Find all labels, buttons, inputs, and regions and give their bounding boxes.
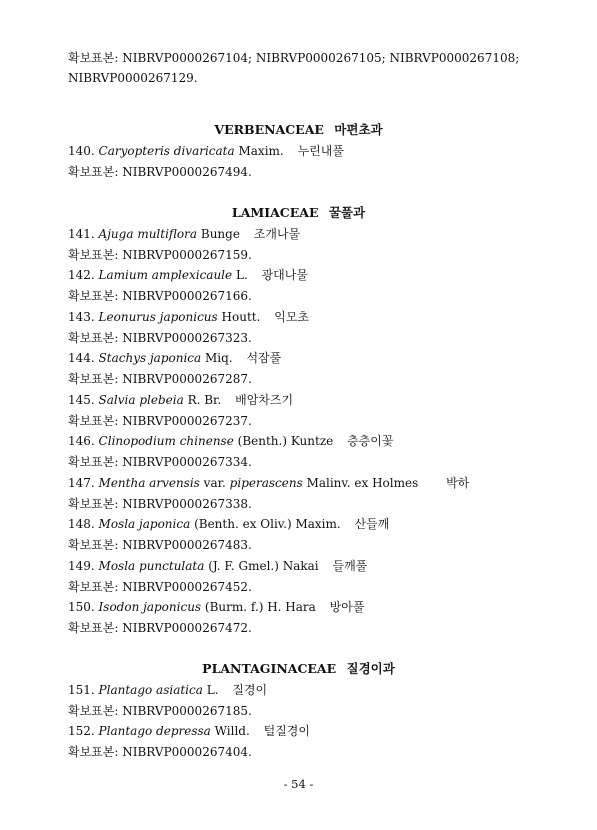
species-korean-name: 산들깨 xyxy=(354,517,390,531)
voucher-ids: NIBRVP0000267323. xyxy=(122,331,252,345)
species-number: 141. xyxy=(68,227,95,241)
voucher-label: 확보표본: xyxy=(68,248,119,262)
voucher-ids: NIBRVP0000267404. xyxy=(122,745,252,759)
species-scientific-name: Caryopteris divaricata xyxy=(98,144,235,158)
species-scientific-name: Mosla punctulata xyxy=(98,559,205,573)
species-korean-name: 광대나물 xyxy=(261,268,308,282)
species-author: Miq. xyxy=(205,351,233,365)
voucher-label: 확보표본: xyxy=(68,497,119,511)
species-korean-name: 석잠풀 xyxy=(246,351,282,365)
species-number: 151. xyxy=(68,683,95,697)
species-number: 149. xyxy=(68,559,95,573)
species-author: R. Br. xyxy=(187,393,222,407)
species-number: 140. xyxy=(68,144,95,158)
voucher-ids: NIBRVP0000267483. xyxy=(122,538,252,552)
family-korean-name: 꿀풀과 xyxy=(328,205,366,220)
species-author: Maxim. xyxy=(238,144,284,158)
species-number: 150. xyxy=(68,600,95,614)
voucher-ids: NIBRVP0000267166. xyxy=(122,289,252,303)
species-entry xyxy=(68,431,557,451)
voucher-line xyxy=(68,577,557,597)
voucher-ids: NIBRVP0000267287. xyxy=(122,372,252,386)
voucher-ids: NIBRVP0000267452. xyxy=(122,580,252,594)
voucher-label: 확보표본: xyxy=(68,455,119,469)
voucher-ids: NIBRVP0000267104; NIBRVP0000267105; NIBRVP0000267108; xyxy=(122,51,520,65)
species-entry xyxy=(68,556,557,576)
voucher-line xyxy=(68,286,557,306)
voucher-ids: NIBRVP0000267494. xyxy=(122,165,252,179)
voucher-line xyxy=(68,369,557,389)
voucher-line xyxy=(68,245,557,265)
species-author: Malinv. ex Holmes xyxy=(306,476,419,490)
family-latin-name: LAMIACEAE xyxy=(231,205,319,220)
family-latin-name: VERBENACEAE xyxy=(214,122,324,137)
voucher-ids: NIBRVP0000267338. xyxy=(122,497,252,511)
species-entry xyxy=(68,473,557,493)
voucher-label: 확보표본: xyxy=(68,331,119,345)
family-korean-name: 마편초과 xyxy=(334,122,383,137)
voucher-label: 확보표본: xyxy=(68,289,119,303)
species-scientific-name: Clinopodium chinense xyxy=(98,434,234,448)
species-author: (Benth. ex Oliv.) Maxim. xyxy=(194,517,341,531)
species-author: L. xyxy=(206,683,219,697)
voucher-line xyxy=(68,742,557,762)
voucher-ids: NIBRVP0000267237. xyxy=(122,414,252,428)
species-entry xyxy=(68,390,557,410)
species-author: L. xyxy=(235,268,248,282)
species-rank-marker: var. xyxy=(203,476,226,490)
family-latin-name: PLANTAGINACEAE xyxy=(202,661,337,676)
species-scientific-name: Leonurus japonicus xyxy=(98,310,218,324)
species-scientific-name: Mosla japonica xyxy=(98,517,191,531)
species-author: Willd. xyxy=(214,724,250,738)
species-scientific-name: Plantago asiatica xyxy=(98,683,203,697)
species-author: (Burm. f.) H. Hara xyxy=(204,600,316,614)
voucher-label: 확보표본: xyxy=(68,414,119,428)
species-variety-name: piperascens xyxy=(229,476,303,490)
species-entry xyxy=(68,721,557,741)
species-number: 144. xyxy=(68,351,95,365)
species-number: 152. xyxy=(68,724,95,738)
species-korean-name: 질경이 xyxy=(232,683,268,697)
family-heading-lamiaceae xyxy=(0,203,597,223)
species-entry xyxy=(68,224,557,244)
species-scientific-name: Stachys japonica xyxy=(98,351,202,365)
voucher-line xyxy=(68,162,557,182)
species-scientific-name: Lamium amplexicaule xyxy=(98,268,233,282)
species-korean-name: 배암차즈기 xyxy=(235,393,294,407)
species-scientific-name: Ajuga multiflora xyxy=(98,227,198,241)
species-korean-name: 방아풀 xyxy=(329,600,365,614)
voucher-line xyxy=(68,618,557,638)
voucher-label: 확보표본: xyxy=(68,745,119,759)
voucher-line xyxy=(68,701,557,721)
species-korean-name: 조개나물 xyxy=(253,227,301,241)
voucher-line-continued xyxy=(68,68,557,88)
species-entry xyxy=(68,514,557,534)
species-korean-name: 털질경이 xyxy=(263,724,310,738)
species-author: Bunge xyxy=(200,227,240,241)
voucher-ids: NIBRVP0000267159. xyxy=(122,248,252,262)
species-korean-name: 박하 xyxy=(446,476,470,490)
species-scientific-name: Mentha arvensis xyxy=(98,476,200,490)
species-number: 148. xyxy=(68,517,95,531)
species-korean-name: 층층이꽃 xyxy=(347,434,394,448)
voucher-label: 확보표본: xyxy=(68,580,119,594)
species-korean-name: 누린내풀 xyxy=(297,144,344,158)
species-number: 142. xyxy=(68,268,95,282)
voucher-label: 확보표본: xyxy=(68,621,119,635)
species-number: 143. xyxy=(68,310,95,324)
species-scientific-name: Plantago depressa xyxy=(98,724,211,738)
species-entry xyxy=(68,680,557,700)
voucher-label: 확보표본: xyxy=(68,51,119,65)
species-number: 145. xyxy=(68,393,95,407)
species-entry xyxy=(68,348,557,368)
voucher-line xyxy=(68,328,557,348)
species-author: Houtt. xyxy=(221,310,261,324)
voucher-line xyxy=(68,535,557,555)
species-entry xyxy=(68,597,557,617)
voucher-line xyxy=(68,494,557,514)
voucher-line xyxy=(68,452,557,472)
voucher-line xyxy=(68,411,557,431)
species-entry xyxy=(68,307,557,327)
species-korean-name: 들깨풀 xyxy=(332,559,368,573)
voucher-ids: NIBRVP0000267472. xyxy=(122,621,252,635)
voucher-label: 확보표본: xyxy=(68,372,119,386)
voucher-label: 확보표본: xyxy=(68,538,119,552)
species-number: 147. xyxy=(68,476,95,490)
species-scientific-name: Salvia plebeia xyxy=(98,393,184,407)
family-heading-verbenaceae xyxy=(0,120,597,140)
species-entry xyxy=(68,141,557,161)
species-author: (J. F. Gmel.) Nakai xyxy=(208,559,319,573)
voucher-line xyxy=(68,48,557,68)
family-korean-name: 질경이과 xyxy=(346,661,395,676)
page-number: - 54 - xyxy=(283,777,314,791)
species-korean-name: 익모초 xyxy=(274,310,310,324)
species-entry xyxy=(68,265,557,285)
species-author: (Benth.) Kuntze xyxy=(237,434,334,448)
voucher-label: 확보표본: xyxy=(68,165,119,179)
voucher-ids: NIBRVP0000267334. xyxy=(122,455,252,469)
species-scientific-name: Isodon japonicus xyxy=(98,600,202,614)
voucher-label: 확보표본: xyxy=(68,704,119,718)
species-number: 146. xyxy=(68,434,95,448)
family-heading-plantaginaceae xyxy=(0,659,597,679)
voucher-ids: NIBRVP0000267185. xyxy=(122,704,252,718)
voucher-ids: NIBRVP0000267129. xyxy=(68,71,198,85)
